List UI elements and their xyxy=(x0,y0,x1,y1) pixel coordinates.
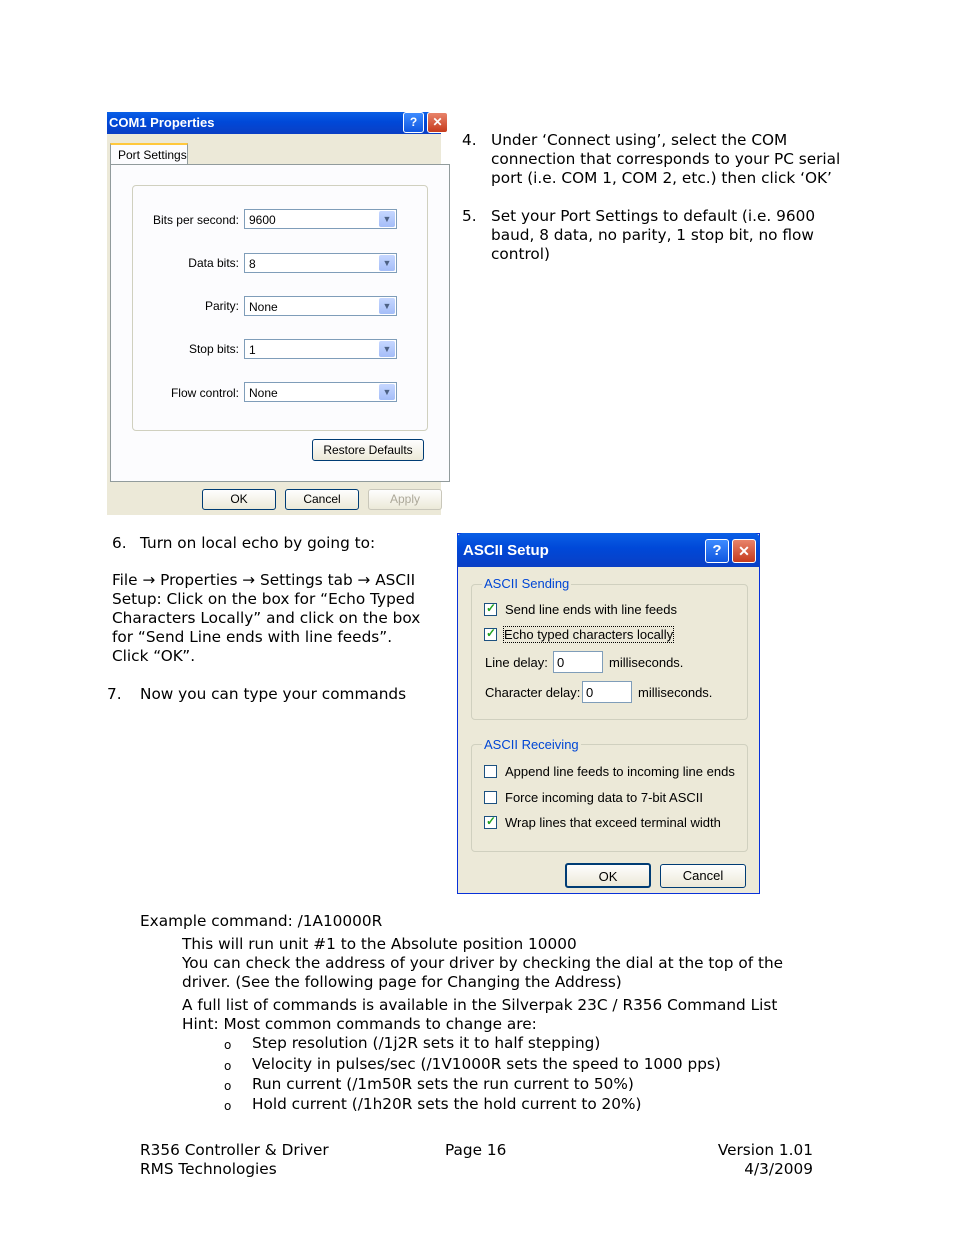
step-5-line: control) xyxy=(491,245,550,263)
bullet-icon: o xyxy=(224,1059,232,1073)
bullet-icon: o xyxy=(224,1079,232,1093)
step-4-line: port (i.e. COM 1, COM 2, etc.) then click ‘OK’ xyxy=(491,169,832,187)
echo-typed-label: Echo typed characters locally xyxy=(504,627,674,642)
force-7bit-checkbox[interactable] xyxy=(484,791,497,804)
footer-doc-title: R356 Controller & Driver xyxy=(140,1141,329,1159)
ascii-title-bar xyxy=(457,533,760,567)
step-6-detail-line: File → Properties → Settings tab → ASCII xyxy=(112,571,416,589)
step-4-line: Under ‘Connect using’, select the COM xyxy=(491,131,788,149)
example-line: You can check the address of your driver by checking the dial at the top of the xyxy=(182,954,784,972)
ascii-sending-title: ASCII Sending xyxy=(484,576,570,591)
step-4-line: connection that corresponds to your PC serial xyxy=(491,150,841,168)
bits-per-second-select[interactable]: 9600 ▼ xyxy=(244,209,397,229)
cancel-button[interactable]: Cancel xyxy=(285,489,359,510)
force-7bit-label: Force incoming data to 7-bit ASCII xyxy=(505,790,703,805)
footer-date: 4/3/2009 xyxy=(744,1160,813,1178)
footer-company: RMS Technologies xyxy=(140,1160,277,1178)
append-line-feeds-checkbox[interactable] xyxy=(484,765,497,778)
ascii-receiving-title: ASCII Receiving xyxy=(484,737,579,752)
help-icon[interactable]: ? xyxy=(403,112,424,133)
step-6-detail-line: Setup: Click on the box for “Echo Typed xyxy=(112,590,415,608)
tab-panel xyxy=(110,164,450,482)
step-6-detail xyxy=(112,571,420,666)
stop-bits-select[interactable]: 1 ▼ xyxy=(244,339,397,359)
step-5-line: Set your Port Settings to default (i.e. 9600 xyxy=(491,207,816,225)
step-6-text: Turn on local echo by going to: xyxy=(140,534,376,552)
close-icon[interactable]: ✕ xyxy=(427,112,448,133)
example-command: Example command: /1A10000R xyxy=(140,912,383,930)
chevron-down-icon[interactable]: ▼ xyxy=(379,384,395,400)
line-delay-label: Line delay: xyxy=(485,655,548,670)
line-delay-ms-label: milliseconds. xyxy=(609,655,684,670)
step-6 xyxy=(112,534,376,553)
stop-bits-label: Stop bits: xyxy=(188,342,239,356)
bullet-icon: o xyxy=(224,1038,232,1052)
data-bits-label: Data bits: xyxy=(188,256,239,270)
echo-typed-checkbox[interactable] xyxy=(484,628,497,641)
help-icon[interactable]: ? xyxy=(705,539,729,563)
bullet-icon: o xyxy=(224,1099,232,1113)
com1-title-bar xyxy=(107,112,441,134)
chevron-down-icon[interactable]: ▼ xyxy=(379,298,395,314)
ok-button[interactable]: OK xyxy=(565,863,651,888)
flow-control-label: Flow control: xyxy=(170,386,239,400)
step-6-detail-line: for “Send Line ends with line feeds”. xyxy=(112,628,393,646)
footer-version: Version 1.01 xyxy=(717,1141,813,1159)
chevron-down-icon[interactable]: ▼ xyxy=(379,341,395,357)
example-line: Hint: Most common commands to change are: xyxy=(182,1015,537,1033)
step-5-line: baud, 8 data, no parity, 1 stop bit, no flow xyxy=(491,226,814,244)
step-7-number: 7. xyxy=(107,685,122,703)
ascii-title: ASCII Setup xyxy=(463,542,549,559)
append-line-feeds-label: Append line feeds to incoming line ends xyxy=(505,764,735,779)
character-delay-input[interactable]: 0 xyxy=(582,681,632,703)
flow-control-select[interactable]: None ▼ xyxy=(244,382,397,402)
ok-button[interactable]: OK xyxy=(202,489,276,510)
step-7 xyxy=(107,685,407,704)
send-line-ends-label: Send line ends with line feeds xyxy=(505,602,678,617)
ascii-setup-dialog xyxy=(457,533,760,894)
check-icon: ✓ xyxy=(486,626,497,640)
example-line: A full list of commands is available in the Silverpak 23C / R356 Command List xyxy=(182,996,778,1014)
footer-page-number: Page 16 xyxy=(445,1141,507,1159)
check-icon: ✓ xyxy=(486,601,497,615)
step-7-text: Now you can type your commands xyxy=(140,685,407,703)
line-delay-input[interactable]: 0 xyxy=(553,651,603,673)
cancel-button[interactable]: Cancel xyxy=(660,864,746,888)
parity-select[interactable]: None ▼ xyxy=(244,296,397,316)
parity-label: Parity: xyxy=(204,299,239,313)
wrap-lines-checkbox[interactable] xyxy=(484,816,497,829)
wrap-lines-label: Wrap lines that exceed terminal width xyxy=(505,815,721,830)
close-icon[interactable]: ✕ xyxy=(732,539,756,563)
restore-defaults-button[interactable]: Restore Defaults xyxy=(312,439,424,461)
step-6-detail-line: Click “OK”. xyxy=(112,647,196,665)
step-5-number: 5. xyxy=(462,207,477,225)
com1-properties-dialog xyxy=(107,112,441,515)
step-6-number: 6. xyxy=(112,534,127,552)
example-line: driver. (See the following page for Changing the Address) xyxy=(182,973,622,991)
character-delay-label: Character delay: xyxy=(485,685,581,700)
character-delay-ms-label: milliseconds. xyxy=(638,685,713,700)
check-icon: ✓ xyxy=(486,814,497,828)
data-bits-select[interactable]: 8 ▼ xyxy=(244,253,397,273)
tab-port-settings[interactable]: Port Settings xyxy=(110,143,188,164)
step-6-detail-line: Characters Locally” and click on the box xyxy=(112,609,421,627)
apply-button[interactable]: Apply xyxy=(368,489,442,510)
chevron-down-icon[interactable]: ▼ xyxy=(379,211,395,227)
com1-title: COM1 Properties xyxy=(109,115,215,130)
step-4-number: 4. xyxy=(462,131,477,149)
bits-per-second-label: Bits per second: xyxy=(152,213,239,227)
example-line: This will run unit #1 to the Absolute position 10000 xyxy=(182,935,577,953)
send-line-ends-checkbox[interactable] xyxy=(484,603,497,616)
chevron-down-icon[interactable]: ▼ xyxy=(379,255,395,271)
